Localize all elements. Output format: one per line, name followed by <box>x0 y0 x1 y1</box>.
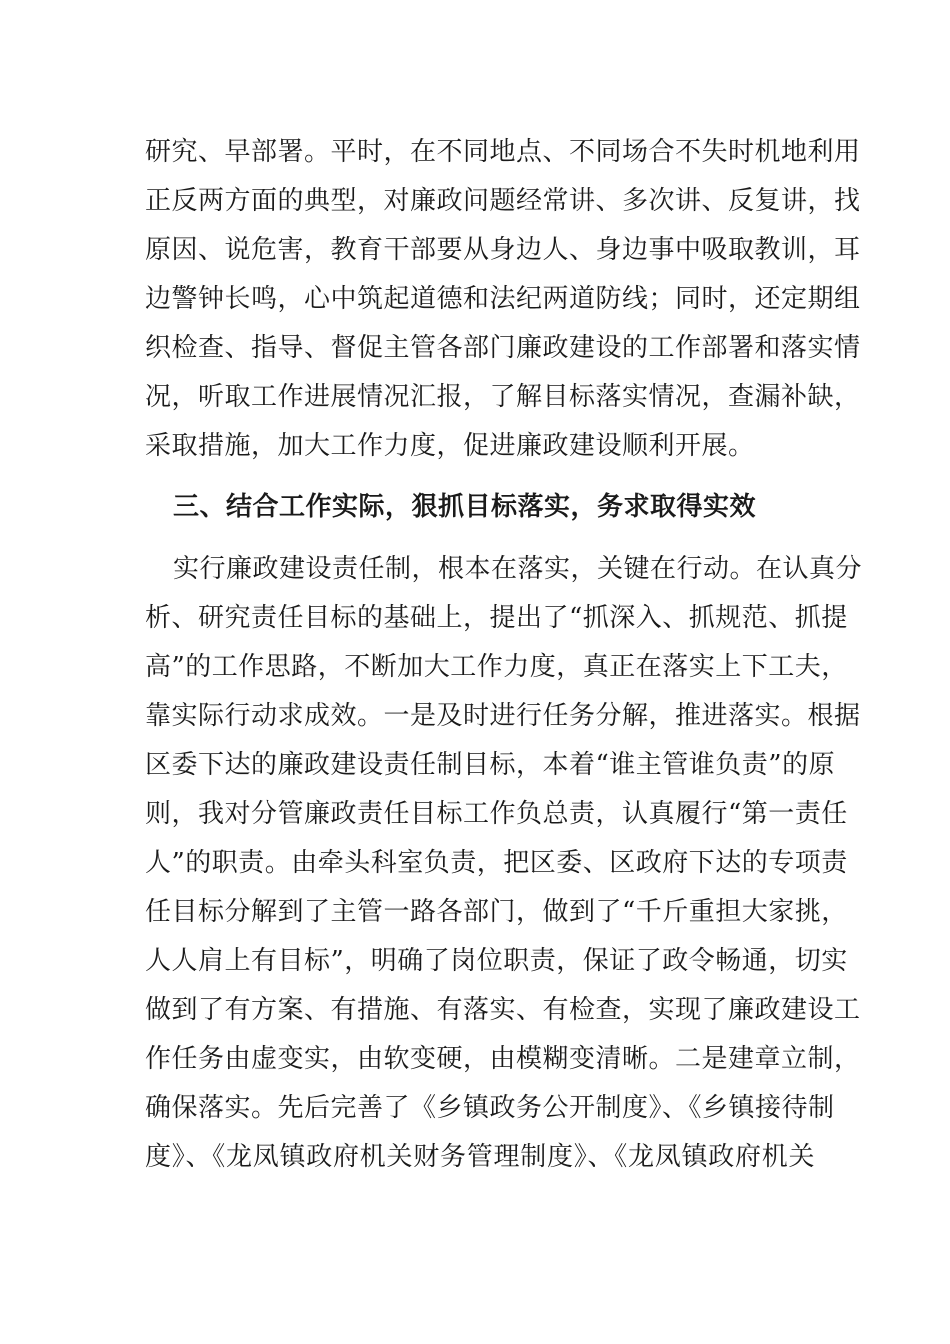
paragraph-line: 原因、说危害，教育干部要从身边人、身边事中吸取教训，耳 <box>145 235 861 265</box>
paragraph-line: 人人肩上有目标”，明确了岗位职责，保证了政令畅通，切实 <box>145 946 848 976</box>
paragraph-line: 度》、《龙凤镇政府机关财务管理制度》、《龙凤镇政府机关 <box>145 1142 815 1172</box>
paragraph-line: 实行廉政建设责任制，根本在落实，关键在行动。在认真分 <box>173 554 863 584</box>
paragraph-line: 人”的职责。由牵头科室负责，把区委、区政府下达的专项责 <box>145 848 848 878</box>
paragraph-line: 况，听取工作进展情况汇报，了解目标落实情况，查漏补缺， <box>145 382 861 412</box>
paragraph-line: 任目标分解到了主管一路各部门，做到了“千斤重担大家挑， <box>145 897 848 927</box>
paragraph-line: 织检查、指导、督促主管各部门廉政建设的工作部署和落实情 <box>145 333 861 363</box>
paragraph-line: 高”的工作思路，不断加大工作力度，真正在落实上下工夫， <box>145 652 848 682</box>
section-heading: 三、结合工作实际，狠抓目标落实，务求取得实效 <box>173 492 757 522</box>
paragraph-line: 确保落实。先后完善了《乡镇政务公开制度》、《乡镇接待制 <box>145 1093 835 1123</box>
paragraph-line: 靠实际行动求成效。一是及时进行任务分解，推进落实。根据 <box>145 701 861 731</box>
paragraph-line: 作任务由虚变实，由软变硬，由模糊变清晰。二是建章立制， <box>145 1044 861 1074</box>
paragraph-line: 区委下达的廉政建设责任制目标，本着“谁主管谁负责”的原 <box>145 750 836 780</box>
paragraph-line: 析、研究责任目标的基础上，提出了“抓深入、抓规范、抓提 <box>145 603 848 633</box>
paragraph-line: 做到了有方案、有措施、有落实、有检查，实现了廉政建设工 <box>145 995 861 1025</box>
paragraph-line: 正反两方面的典型，对廉政问题经常讲、多次讲、反复讲，找 <box>145 186 861 216</box>
paragraph-line: 采取措施，加大工作力度，促进廉政建设顺利开展。 <box>145 431 755 461</box>
paragraph-line: 则，我对分管廉政责任目标工作负总责，认真履行“第一责任 <box>145 799 848 829</box>
paragraph-line: 研究、早部署。平时，在不同地点、不同场合不失时机地利用 <box>145 137 861 167</box>
paragraph-line: 边警钟长鸣，心中筑起道德和法纪两道防线；同时，还定期组 <box>145 284 861 314</box>
